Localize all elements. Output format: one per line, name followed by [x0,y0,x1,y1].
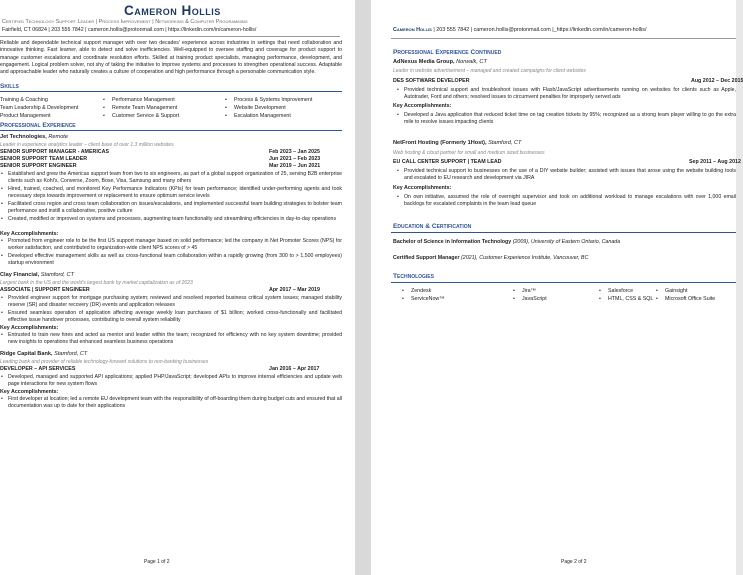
role-title: EU CALL CENTER SUPPORT | TEAM LEAD [393,159,502,165]
company-description: Web hosting & cloud partner for small and medium sized businesses [393,150,545,156]
education-heading: Education & Certification [393,223,472,230]
technology-item: • HTML, CSS & SQL [608,296,653,302]
company-description: Leading bank and provider of reliable technology-forward solutions to non-banking businesses [0,359,209,365]
accomplishments-label: Key Accomplishments: [0,231,59,237]
bullet: • Facilitated cross region and cross team collaboration on issues/escalations, and implemented successful team building strategies to bolster team performance and instill a collaborative, positive culture [8,201,342,216]
role-title: SENIOR SUPPORT ENGINEER [0,163,77,169]
certification-entry: Certified Support Manager (2021), Customer Experience Institute, Vancouver, BC [393,255,589,261]
company-name: Jet Technologies, Remote [0,134,68,140]
tagline: Certified Technology Support Leader | Process Improvement | Networking & Computer Programming [2,19,248,25]
accomplishment: • Entrusted to train new hires and acted as mentor and leader within the team; recognized for efficiency with no key system downtime; provided new insights to operations that enhanced seamless business operations [8,332,342,347]
skill-item: • Remote Team Management [112,105,177,111]
experience-continued-heading: Professional Experience Continued [393,49,502,56]
bullet: • Provided engineer support for mortgage purchasing system; reviewed and resolved reported business critical system issues; managed stability reserve (SR) and disaster recovery (DR) events and application releases [8,295,342,310]
bullet: • Provided technical support and troubleshoot issues with Flash/JavaScript advertisements running on websites for clients such as Apple, Autotrader, Ford and others; resolved issues to circumvent penalties for improperly served ads [404,87,736,102]
technology-item: • Gainsight [665,288,687,294]
accomplishment: • Developed effective management skills as well as cross-functional team collaboration within a rapidly growing (from 300 to > 1,500 employees) startup environment [8,253,342,268]
experience-heading: Professional Experience [0,122,76,129]
page-gap [355,0,371,575]
accomplishment: • Developed a Java application that reduced ticket time on tag creation tickets by 95%; recognized as a strong team player willing to go the extra mile to resolve issues impacting clients [404,112,736,127]
skill-item: • Performance Management [112,97,175,103]
accomplishments-label: Key Accomplishments: [393,185,452,191]
accomplishments-label: Key Accomplishments: [0,389,59,395]
bullet: • Established and grew the Americas support team from two to six engineers, as part of a global support organization of 25, serving B2B enterprise clients such as Kohl's, Converse, Zoom, Bose, Visa, Samsung and many others [8,171,342,186]
resume-page-1 [0,0,355,575]
role-dates: Aug 2012 – Dec 2015 [691,78,743,84]
role-title: ASSOCIATE | SUPPORT ENGINEER [0,287,90,293]
summary-paragraph: Reliable and dependable technical support manager with over two decades' experience across industries in settings that need collaboration and innovative thinking. Fast learner, able to detect and solve inefficiencies. Well-equipped to oversee staffing and coverage for product support to manage customer escalations and coordinate resolution efforts. Skilled at training product specialists, managing performance, development, and engagement. Logical problem solver, not shy of taking the initiative to improve systems and processes to strengthen operational success. Adaptable and approachable leader who naturally creates a culture of cooperation and high performance through a personable communication style. [0,40,342,76]
accomplishments-label: Key Accomplishments: [0,325,59,331]
candidate-name: Cameron Hollis [124,3,221,18]
role-title: DES SOFTWARE DEVELOPER [393,78,470,84]
skill-item: • Team Leadership & Development [0,105,78,111]
role-title: SENIOR SUPPORT TEAM LEADER [0,156,88,162]
technology-item: • ServiceNow™ [411,296,445,302]
bullet: • Hired, trained, coached, and monitored Key Performance Indicators (KPIs) for team performance; identified under-performing agents and took necessary steps towards improvement or replacement to ensure optimum service levels [8,186,342,201]
skill-item: • Website Development [234,105,286,111]
role-dates: Mar 2019 – Jun 2021 [269,163,321,169]
page-header: Cameron Hollis | 203 555 7842 | cameron.hollis@protonmail.com |_https://linkedin.com/in/cameron-hollis/ [393,27,647,33]
role-dates: Jun 2021 – Feb 2023 [269,156,321,162]
role-title: DEVELOPER – API SERVICES [0,366,76,372]
page-footer: Page 2 of 2 [561,559,587,565]
technologies-heading: Technologies [393,273,434,280]
company-name: NetFront Hosting (Formerly 1Host), Stamford, CT [393,140,522,146]
role-dates: Apr 2017 – Mar 2019 [269,287,320,293]
accomplishment: • Promoted from engineer role to be the first US support manager based on solid performance; led the company in Net Promoter Scores (NPS) for worker satisfaction, and contributed to organization-wide client NPS scores of > 45 [8,238,342,253]
company-description: Largest bank in the US and the world's largest bank by market capitalization as of 2023 [0,280,193,286]
technology-item: • JavaScript [522,296,547,302]
accomplishment: • First developer at location; led a remote EU development team with the responsibility of off-boarding them during budget cuts and ensured that all documentation was up to date for their applications [8,396,342,411]
section-rule [391,232,736,233]
role-dates: Sep 2011 – Aug 2012 [689,159,741,165]
technology-item: • Microsoft Office Suite [665,296,715,302]
role-title: SENIOR SUPPORT MANAGER - AMERICAS [0,149,109,155]
accomplishment: • On own initiative, assumed the role of overnight supervisor and took on additional workload to manage escalations with over 1,000 email backlogs for escalated complaints in the team lead queue [404,194,736,209]
skill-item: • Process & Systems Improvement [234,97,312,103]
divider [0,36,340,37]
technology-item: • Salesforce [608,288,633,294]
company-name: AdNexus Media Group, Norwalk, CT [393,59,487,65]
section-rule [391,282,736,283]
bullet: • Created, modified or improved on systems and processes, augmenting team functionality and streamlining efficiencies in day-to-day operations [8,216,342,223]
contact-line: Fairfield, CT 06824 | 203 555 7842 | cameron.hollis@protonmail.com | https://linkedin.com/in/cameron-hollis/ [2,27,257,33]
skill-item: • Training & Coaching [0,97,48,103]
divider [391,38,736,39]
resume-page-2 [371,0,743,575]
technology-item: • Zendesk [411,288,431,294]
role-dates: Feb 2023 – Jan 2025 [269,149,320,155]
company-name: Ridge Capital Bank, Stamford, CT [0,351,88,357]
section-rule [0,130,342,131]
skills-heading: Skills [0,83,19,90]
education-entry: Bachelor of Science in Information Technology (2009), University of Eastern Ontario, Canada [393,239,621,245]
page-footer: Page 1 of 2 [144,559,170,565]
accomplishments-label: Key Accomplishments: [393,103,452,109]
bullet: • Provided technical support to businesses on the use of a DIY website builder; assisted with issues that arose using the website building tools and escalated to EU research and development via JIRA [404,168,736,183]
role-dates: Jan 2016 – Apr 2017 [269,366,320,372]
bullet: • Ensured seamless operation of application affecting average weekly loan purchases of $1 billion; worked cross-functionally and facilitated effective issue handover processes, contributing to overall system reliability [8,310,342,325]
company-description: Leader in website advertisement – managed and created campaigns for client websites [393,68,586,74]
technology-item: • Jira™ [522,288,536,294]
bullet: • Developed, managed and supported API applications; applied PHP/JavaScript; developed APIs to improve internal efficiencies and update web page interactions for new system flows [8,374,342,389]
skill-item: • Product Management [0,113,51,119]
section-rule [0,91,342,92]
company-name: Clay Financial, Stamford, CT [0,272,74,278]
company-description: Leader in experience analytics leader – client base of over 1.3 million websites [0,142,174,148]
skill-item: • Escalation Management [234,113,291,119]
skill-item: • Customer Service & Support [112,113,179,119]
